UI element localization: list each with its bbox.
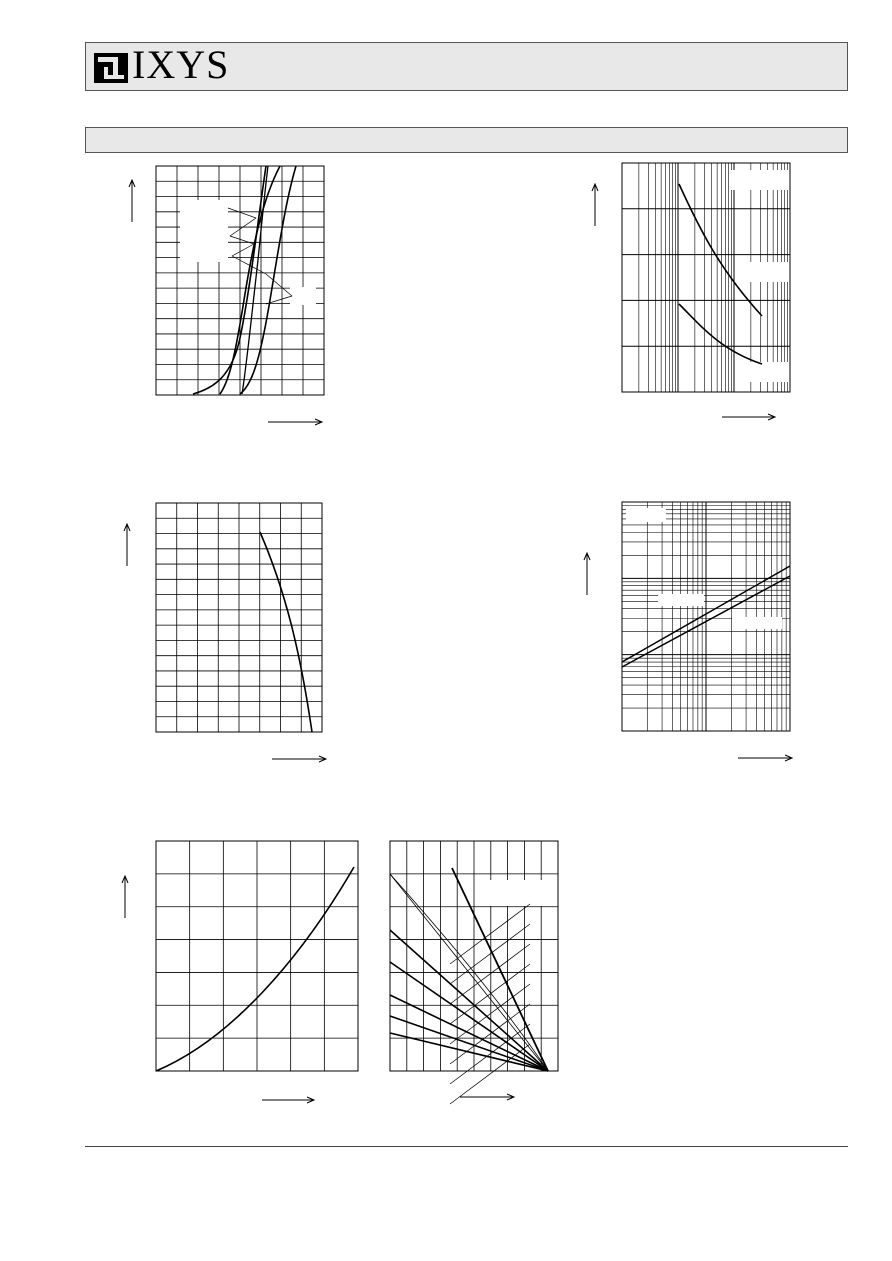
leader-line	[450, 1024, 530, 1084]
brand-name: IXYS	[132, 42, 230, 87]
label-mask	[750, 362, 788, 382]
leader-line	[450, 1044, 530, 1104]
label-mask	[658, 594, 704, 606]
label-mask	[490, 880, 546, 906]
figure-5	[156, 841, 358, 1071]
curve	[679, 184, 762, 316]
leader-line	[450, 904, 530, 964]
figure-3	[124, 503, 326, 762]
label-mask	[180, 200, 228, 262]
figure-2	[592, 163, 790, 420]
label-mask	[626, 508, 666, 522]
curve	[240, 166, 296, 394]
leader-line	[450, 924, 530, 984]
label-mask	[730, 170, 788, 190]
curve	[242, 166, 268, 394]
leader-line	[450, 944, 530, 1004]
footer-rule	[85, 1146, 848, 1147]
figure-1	[129, 166, 324, 425]
label-mask	[732, 617, 782, 629]
label-mask	[750, 262, 788, 282]
leader-line	[450, 984, 530, 1044]
curve	[679, 304, 762, 364]
label-mask	[290, 287, 316, 305]
curve	[260, 532, 312, 732]
figure-4	[584, 502, 792, 761]
